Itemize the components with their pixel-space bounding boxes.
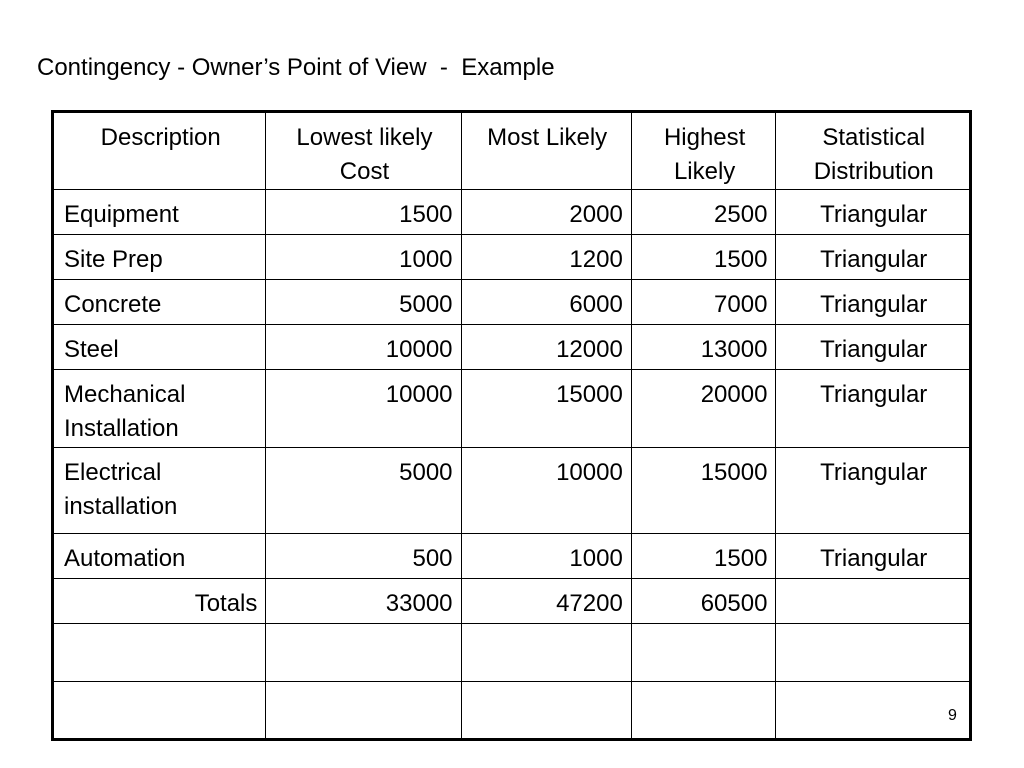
header-most-likely: Most Likely — [461, 112, 631, 190]
cell-distribution: Triangular — [776, 190, 971, 235]
cell-most: 10000 — [461, 448, 631, 534]
table-row — [53, 534, 971, 579]
cell-lowest: 1000 — [266, 235, 461, 280]
cell-description: Automation — [53, 534, 266, 579]
cell-description: Equipment — [53, 190, 266, 235]
empty-cell — [53, 682, 266, 740]
header-highest-likely: Highest Likely — [631, 112, 776, 190]
empty-cell — [776, 624, 971, 682]
cell-description: Mechanical Installation — [53, 370, 266, 448]
cell-lowest: 1500 — [266, 190, 461, 235]
cell-highest: 1500 — [631, 534, 776, 579]
total-most: 47200 — [461, 579, 631, 624]
slide-title: Contingency - Owner’s Point of View - Example — [37, 54, 555, 81]
header-lowest-likely-cost: Lowest likely Cost — [266, 112, 461, 190]
cell-highest: 7000 — [631, 280, 776, 325]
cell-most: 1200 — [461, 235, 631, 280]
cell-lowest: 500 — [266, 534, 461, 579]
empty-cell — [266, 682, 461, 740]
empty-row — [53, 624, 971, 682]
header-statistical-distribution: Statistical Distribution — [776, 112, 971, 190]
cell-lowest: 10000 — [266, 325, 461, 370]
table-row — [53, 235, 971, 280]
cell-highest: 20000 — [631, 370, 776, 448]
cell-most: 1000 — [461, 534, 631, 579]
table-row — [53, 280, 971, 325]
table-row — [53, 448, 971, 534]
totals-row — [53, 579, 971, 624]
total-lowest: 33000 — [266, 579, 461, 624]
cell-most: 12000 — [461, 325, 631, 370]
cell-distribution: Triangular — [776, 325, 971, 370]
empty-cell — [461, 682, 631, 740]
cell-most: 2000 — [461, 190, 631, 235]
cell-highest: 2500 — [631, 190, 776, 235]
table-row — [53, 370, 971, 448]
cell-lowest: 5000 — [266, 448, 461, 534]
table-row — [53, 325, 971, 370]
cell-most: 15000 — [461, 370, 631, 448]
empty-cell — [266, 624, 461, 682]
cell-lowest: 10000 — [266, 370, 461, 448]
cell-highest: 13000 — [631, 325, 776, 370]
cell-description: Steel — [53, 325, 266, 370]
empty-cell — [53, 624, 266, 682]
empty-cell — [776, 682, 971, 740]
empty-cell — [631, 682, 776, 740]
cell-highest: 1500 — [631, 235, 776, 280]
header-description: Description — [53, 112, 266, 190]
table-row — [53, 190, 971, 235]
cell-highest: 15000 — [631, 448, 776, 534]
cell-lowest: 5000 — [266, 280, 461, 325]
empty-cell — [776, 579, 971, 624]
empty-cell — [461, 624, 631, 682]
cell-distribution: Triangular — [776, 448, 971, 534]
contingency-table — [51, 110, 972, 741]
cell-distribution: Triangular — [776, 370, 971, 448]
cell-distribution: Triangular — [776, 534, 971, 579]
cell-description: Electrical installation — [53, 448, 266, 534]
cell-distribution: Triangular — [776, 235, 971, 280]
total-highest: 60500 — [631, 579, 776, 624]
page-number: 9 — [948, 707, 957, 724]
cell-description: Site Prep — [53, 235, 266, 280]
empty-cell — [631, 624, 776, 682]
cell-description: Concrete — [53, 280, 266, 325]
cell-distribution: Triangular — [776, 280, 971, 325]
totals-label: Totals — [53, 579, 266, 624]
cell-most: 6000 — [461, 280, 631, 325]
empty-row — [53, 682, 971, 740]
table-header-row — [53, 112, 971, 190]
